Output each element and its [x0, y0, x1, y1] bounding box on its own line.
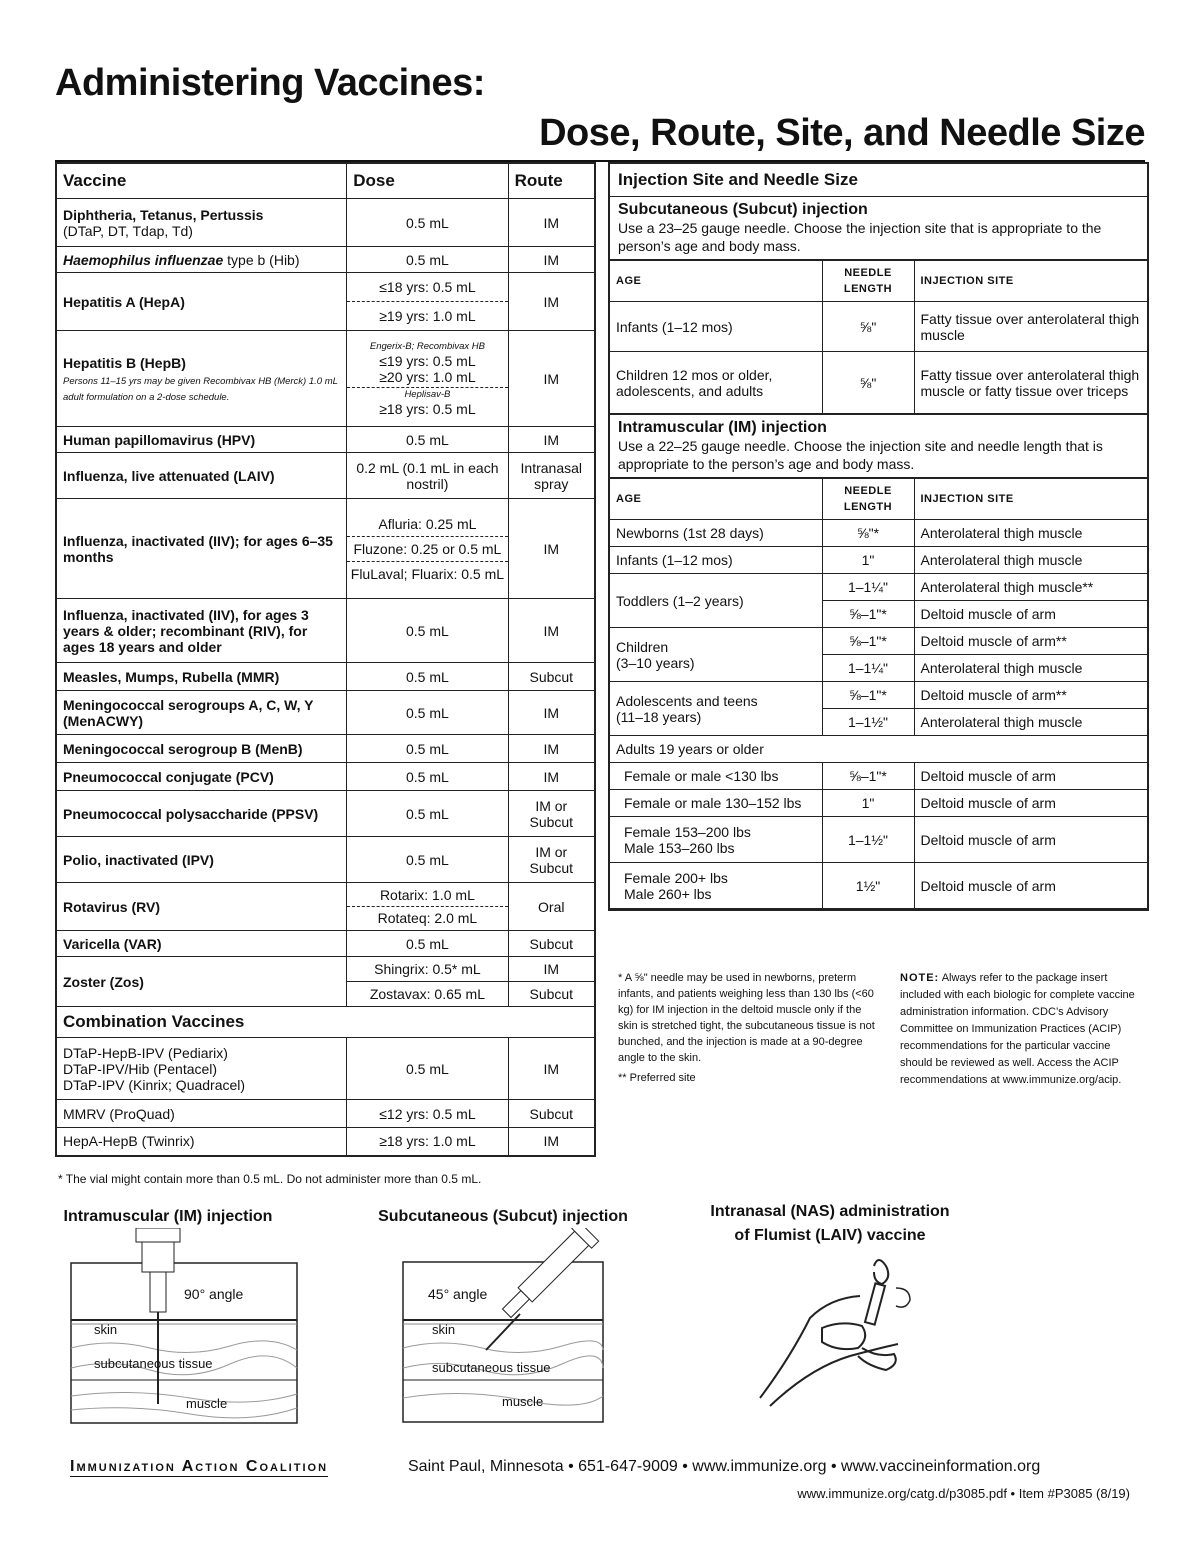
route-cell: Subcut — [508, 1100, 595, 1128]
note-block: NOTE: Always refer to the package insert included with each biologic for complete vaccine administration information. CDC’s Advisory Committee on Immunization Practices (ACIP) recommendations for the particular vaccine should be reviewed as well. Access the ACIP recommendations at www.immunize.org/acip. — [900, 972, 1135, 1086]
vaccine-name: MMRV (ProQuad) — [56, 1100, 347, 1128]
dose-cell: Rotarix: 1.0 mL Rotateq: 2.0 mL — [347, 883, 508, 931]
injection-site-box — [608, 162, 1149, 911]
dose-cell: ≤12 yrs: 0.5 mL — [347, 1100, 508, 1128]
table-row — [56, 427, 595, 453]
dose-cell: 0.5 mL — [347, 735, 508, 763]
table-row: Female 153–200 lbs Male 153–260 lbs 1–1½" Deltoid muscle of arm — [610, 817, 1147, 863]
item-line: www.immunize.org/catg.d/p3085.pdf • Item #P3085 (8/19) — [797, 1486, 1130, 1501]
vaccine-name: HepA-HepB (Twinrix) — [56, 1128, 347, 1156]
route-cell: IM — [508, 691, 595, 735]
dose-cell: 0.5 mL — [347, 837, 508, 883]
im-title: Intramuscular (IM) injection — [618, 419, 827, 436]
route-cell: IM — [508, 199, 595, 247]
subcut-section — [610, 197, 1147, 260]
dose-cell: 0.5 mL — [347, 931, 508, 957]
table-row — [610, 736, 1147, 763]
star-footnote: * A ⅝" needle may be used in newborns, preterm infants, and patients weighing less than 130 lbs (<60 kg) for IM injection in the deltoid muscle only if the skin is stretched tight, the subcutaneous tissue is not bunched, and the injection is made at a 90-degree angle to the skin. — [618, 972, 875, 1064]
route-cell: IM — [508, 599, 595, 663]
route-cell: IM — [508, 763, 595, 791]
route-cell: IM — [508, 247, 595, 273]
combination-header: Combination Vaccines — [56, 1007, 595, 1038]
table-row — [56, 883, 595, 931]
dose-cell: ≥18 yrs: 1.0 mL — [347, 1128, 508, 1156]
nas-illustration-title: Intranasal (NAS) administration of Flumist (LAIV) vaccine — [710, 1203, 950, 1244]
im-section — [610, 414, 1147, 478]
table-row — [56, 931, 595, 957]
table-row — [56, 331, 595, 427]
org-name: Immunization Action Coalition — [70, 1458, 329, 1475]
combo-header-row — [56, 1007, 595, 1038]
table-row — [56, 247, 595, 273]
vaccine-name: Haemophilus influenzae type b (Hib) — [56, 247, 347, 273]
vaccine-name: Rotavirus (RV) — [56, 883, 347, 931]
table-row — [56, 453, 595, 499]
vaccine-name: Pneumococcal conjugate (PCV) — [56, 763, 347, 791]
table-header-row — [56, 163, 595, 199]
table-row: Toddlers (1–2 years) 1–1¼" Anterolateral thigh muscle** — [610, 574, 1147, 601]
route-cell: Subcut — [508, 931, 595, 957]
table-row: Infants (1–12 mos) 1" Anterolateral thigh muscle — [610, 547, 1147, 574]
im-table — [610, 478, 1147, 909]
vaccine-name: Meningococcal serogroup B (MenB) — [56, 735, 347, 763]
table-row: Children (3–10 years) ⅝–1"* Deltoid muscle of arm** — [610, 628, 1147, 655]
vial-footnote: * The vial might contain more than 0.5 mL. Do not administer more than 0.5 mL. — [58, 1172, 482, 1186]
vaccine-name: Human papillomavirus (HPV) — [56, 427, 347, 453]
col-dose: Dose — [347, 163, 508, 199]
dose-cell: Engerix-B; Recombivax HB ≤19 yrs: 0.5 mL ≥20 yrs: 1.0 mL Heplisav-B ≥18 yrs: 0.5 mL — [347, 331, 508, 427]
col-route: Route — [508, 163, 595, 199]
dose-cell: Afluria: 0.25 mL Fluzone: 0.25 or 0.5 mL FluLaval; Fluarix: 0.5 mL — [347, 499, 508, 599]
col-needle-length: NEEDLE LENGTH — [822, 261, 914, 302]
table-row: Children 12 mos or older, adolescents, and adults ⅝" Fatty tissue over anterolateral thigh muscle or fatty tissue over triceps — [610, 352, 1147, 414]
table-row — [56, 957, 595, 1007]
note-label: NOTE: — [900, 972, 940, 984]
im-muscle-label: muscle — [186, 1396, 228, 1411]
dose-cell: ≤18 yrs: 0.5 mL ≥19 yrs: 1.0 mL — [347, 273, 508, 331]
route-cell: Subcut — [508, 663, 595, 691]
vaccine-name: Measles, Mumps, Rubella (MMR) — [56, 663, 347, 691]
subcut-muscle-label: muscle — [502, 1394, 544, 1409]
vaccine-name: Polio, inactivated (IPV) — [56, 837, 347, 883]
vaccine-table — [55, 162, 596, 1157]
col-age: AGE — [610, 261, 822, 302]
subcut-text: Use a 23–25 gauge needle. Choose the injection site that is appropriate to the person’s age and body mass. — [618, 220, 1102, 254]
contact-line: Saint Paul, Minnesota • 651-647-9009 • www.immunize.org • www.vaccineinformation.org — [408, 1458, 1041, 1475]
vaccine-name: Influenza, live attenuated (LAIV) — [56, 453, 347, 499]
subcut-table — [610, 260, 1147, 414]
im-illustration-title: Intramuscular (IM) injection — [63, 1208, 273, 1225]
adults-label: Adults 19 years or older — [610, 736, 1147, 763]
table-row: ⅝–1"* Deltoid muscle of arm — [610, 601, 1147, 628]
table-row — [56, 735, 595, 763]
nasal-spray-illustration — [750, 1248, 930, 1408]
dose-cell: 0.5 mL — [347, 199, 508, 247]
subcut-angle-label: 45° angle — [428, 1286, 488, 1302]
table-row — [56, 273, 595, 331]
route-cell: IM or Subcut — [508, 791, 595, 837]
im-text: Use a 22–25 gauge needle. Choose the injection site and needle length that is appropriate to the person’s age and body mass. — [618, 438, 1103, 472]
dose-cell: 0.5 mL — [347, 663, 508, 691]
subcut-title: Subcutaneous (Subcut) injection — [618, 201, 868, 218]
table-row — [56, 1128, 595, 1156]
route-cell: IM — [508, 273, 595, 331]
title-line-2: Dose, Route, Site, and Needle Size — [539, 112, 1145, 154]
table-row — [56, 1100, 595, 1128]
table-row — [56, 763, 595, 791]
col-vaccine: Vaccine — [56, 163, 347, 199]
route-cell: Intranasal spray — [508, 453, 595, 499]
table-row: Newborns (1st 28 days) ⅝"* Anterolateral thigh muscle — [610, 520, 1147, 547]
dose-cell: 0.5 mL — [347, 1038, 508, 1100]
vaccine-name: Influenza, inactivated (IIV), for ages 3 years & older; recombinant (RIV), for ages 18 years and older — [56, 599, 347, 663]
table-row: Female or male <130 lbs ⅝–1"* Deltoid muscle of arm — [610, 763, 1147, 790]
route-cell: IM Subcut — [508, 957, 595, 1007]
vaccine-name: Influenza, inactivated (IIV); for ages 6–35 months — [56, 499, 347, 599]
table-row: 1–1½" Anterolateral thigh muscle — [610, 709, 1147, 736]
table-row — [56, 599, 595, 663]
dose-cell: 0.5 mL — [347, 791, 508, 837]
subcut-skin-label: skin — [432, 1322, 456, 1337]
dose-cell: 0.5 mL — [347, 427, 508, 453]
route-cell: IM — [508, 331, 595, 427]
col-needle-length: NEEDLE LENGTH — [822, 479, 914, 520]
table-row — [56, 791, 595, 837]
title-line-1: Administering Vaccines: — [55, 62, 485, 104]
route-cell: IM — [508, 499, 595, 599]
table-row — [56, 691, 595, 735]
table-row: Infants (1–12 mos) ⅝" Fatty tissue over anterolateral thigh muscle — [610, 302, 1147, 352]
table-row — [56, 837, 595, 883]
im-skin-label: skin — [94, 1322, 118, 1337]
dose-cell: Shingrix: 0.5* mL Zostavax: 0.65 mL — [347, 957, 508, 1007]
vaccine-name: Zoster (Zos) — [56, 957, 347, 1007]
vaccine-name: Pneumococcal polysaccharide (PPSV) — [56, 791, 347, 837]
table-row — [56, 663, 595, 691]
route-cell: IM — [508, 1128, 595, 1156]
route-cell: IM or Subcut — [508, 837, 595, 883]
dose-cell: 0.5 mL — [347, 599, 508, 663]
route-cell: IM — [508, 427, 595, 453]
table-row: Female 200+ lbs Male 260+ lbs 1½" Deltoid muscle of arm — [610, 863, 1147, 909]
table-row — [56, 1038, 595, 1100]
route-cell: IM — [508, 1038, 595, 1100]
table-row: Female or male 130–152 lbs 1" Deltoid muscle of arm — [610, 790, 1147, 817]
vaccine-name: DTaP-HepB-IPV (Pediarix) DTaP-IPV/Hib (Pentacel) DTaP-IPV (Kinrix; Quadracel) — [56, 1038, 347, 1100]
col-age: AGE — [610, 479, 822, 520]
table-row — [56, 199, 595, 247]
vaccine-name: Diphtheria, Tetanus, Pertussis (DTaP, DT, Tdap, Td) — [56, 199, 347, 247]
vaccine-name: Varicella (VAR) — [56, 931, 347, 957]
vaccine-name: Hepatitis B (HepB) Persons 11–15 yrs may be given Recombivax HB (Merck) 1.0 mL adult formulation on a 2-dose schedule. — [56, 331, 347, 427]
vaccine-name: Meningococcal serogroups A, C, W, Y (MenACWY) — [56, 691, 347, 735]
table-row: Adolescents and teens (11–18 years) ⅝–1"* Deltoid muscle of arm** — [610, 682, 1147, 709]
dose-cell: 0.5 mL — [347, 247, 508, 273]
subcut-subcut-label: subcutaneous tissue — [432, 1360, 551, 1375]
col-injection-site: INJECTION SITE — [914, 479, 1147, 520]
table-row: 1–1¼" Anterolateral thigh muscle — [610, 655, 1147, 682]
dose-cell: 0.5 mL — [347, 691, 508, 735]
im-angle-label: 90° angle — [184, 1286, 244, 1302]
site-box-header: Injection Site and Needle Size — [610, 164, 1147, 197]
route-cell: Oral — [508, 883, 595, 931]
dose-cell: 0.2 mL (0.1 mL in each nostril) — [347, 453, 508, 499]
vaccine-name: Hepatitis A (HepA) — [56, 273, 347, 331]
dose-cell: 0.5 mL — [347, 763, 508, 791]
table-row — [56, 499, 595, 599]
subcut-illustration-title: Subcutaneous (Subcut) injection — [378, 1208, 628, 1225]
col-injection-site: INJECTION SITE — [914, 261, 1147, 302]
route-cell: IM — [508, 735, 595, 763]
double-star-footnote: ** Preferred site — [618, 1072, 696, 1084]
im-subcut-label: subcutaneous tissue — [94, 1356, 213, 1371]
